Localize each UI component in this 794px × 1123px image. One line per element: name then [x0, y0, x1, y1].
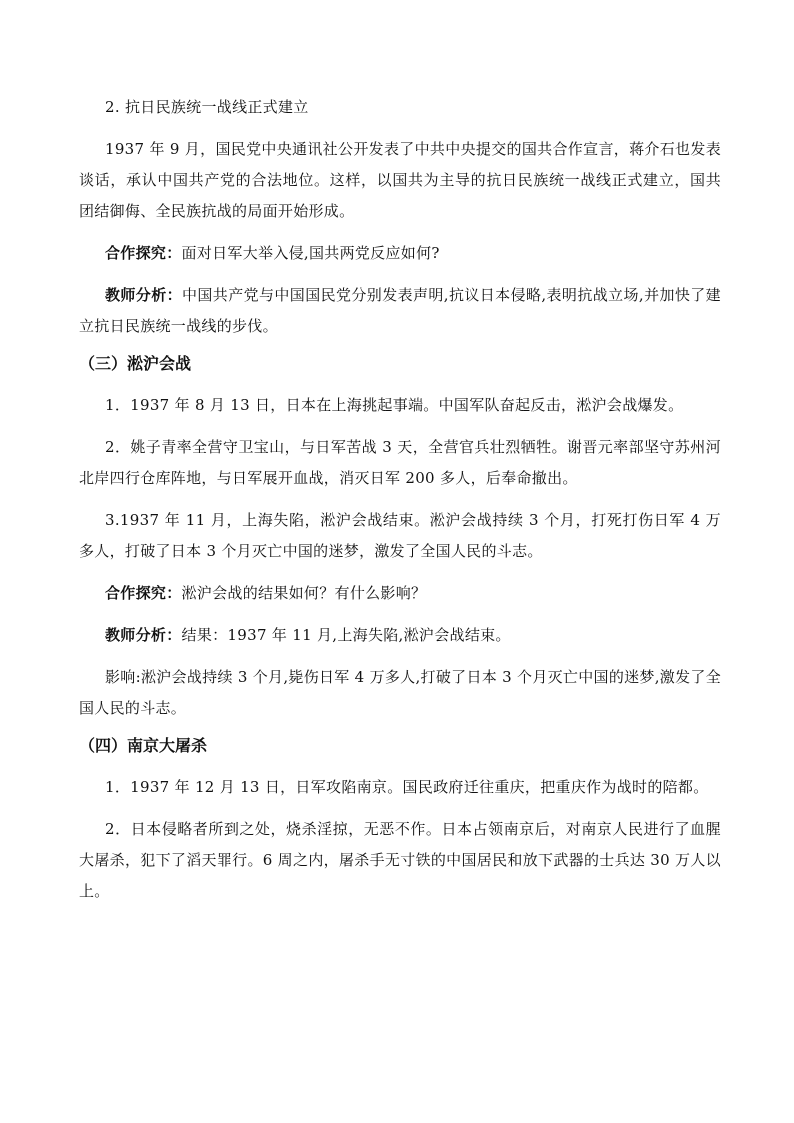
heading-nanjing: （四）南京大屠杀: [79, 736, 208, 755]
section-title-united-front: 2. 抗日民族统一战线正式建立: [105, 98, 309, 116]
analysis-songhu: [79, 620, 721, 651]
inquiry-united-front: [79, 238, 721, 269]
heading-songhu: （三）淞沪会战: [79, 354, 192, 373]
inquiry-label: 合作探究：: [105, 244, 182, 262]
document-page: [79, 92, 721, 907]
analysis-label: 教师分析：: [105, 626, 182, 644]
paragraph-songhu-2: 2．姚子青率全营守卫宝山，与日军苦战 3 天，全营官兵壮烈牺牲。谢晋元率部坚守苏州河北岸四行仓库阵地，与日军展开血战，消灭日军 200 多人，后奉命撤出。: [79, 438, 721, 487]
analysis-label: 教师分析：: [105, 286, 182, 304]
inquiry-text: 淞沪会战的结果如何？有什么影响？: [181, 584, 427, 602]
paragraph-songhu-3: 3.1937 年 11 月，上海失陷，淞沪会战结束。淞沪会战持续 3 个月，打死打伤日军 4 万多人，打破了日本 3 个月灭亡中国的迷梦，激发了全国人民的斗志。: [79, 511, 721, 560]
inquiry-label: 合作探究：: [105, 584, 182, 602]
analysis-text: 结果：1937 年 11 月,上海失陷,淞沪会战结束。: [181, 626, 511, 644]
paragraph-nanjing-2: 2．日本侵略者所到之处，烧杀淫掠，无恶不作。日本占领南京后，对南京人民进行了血腥大屠杀，犯下了滔天罪行。6 周之内，屠杀手无寸铁的中国居民和放下武器的士兵达 30 万人以上。: [79, 820, 721, 900]
analysis-text: 中国共产党与中国国民党分别发表声明,抗议日本侵略,表明抗战立场,并加快了建立抗日民族统一战线的步伐。: [79, 286, 721, 335]
impact-songhu: 影响:淞沪会战持续 3 个月,毙伤日军 4 万多人,打破了日本 3 个月灭亡中国的迷梦,激发了全国人民的斗志。: [79, 668, 721, 717]
inquiry-text: 面对日军大举入侵,国共两党反应如何?: [181, 244, 440, 262]
paragraph-nanjing-1: 1．1937 年 12 月 13 日，日军攻陷南京。国民政府迁往重庆，把重庆作为战时的陪都。: [105, 778, 709, 796]
paragraph-united-front: 1937 年 9 月，国民党中央通讯社公开发表了中共中央提交的国共合作宣言，蒋介石也发表谈话，承认中国共产党的合法地位。这样，以国共为主导的抗日民族统一战线正式建立，国共团结御侮、全民族抗战的局面开始形成。: [79, 140, 721, 220]
analysis-united-front: [79, 280, 721, 342]
paragraph-songhu-1: 1．1937 年 8 月 13 日，日本在上海挑起事端。中国军队奋起反击，淞沪会战爆发。: [105, 396, 684, 414]
inquiry-songhu: [79, 578, 721, 609]
